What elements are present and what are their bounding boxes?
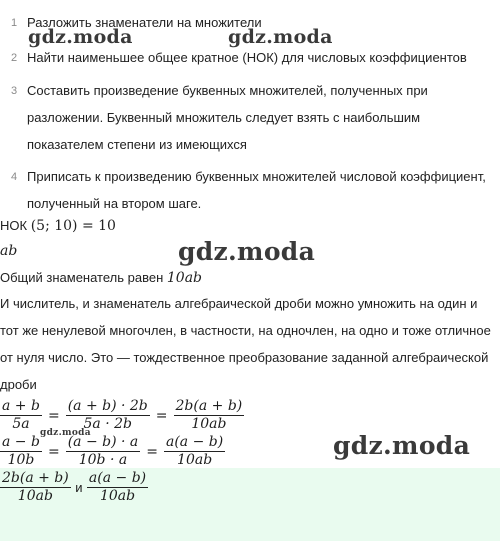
- fraction: $\frac{2b(a + b)}{10ab}$: [2, 470, 69, 504]
- step-number: 2: [11, 52, 18, 64]
- fraction: $\frac{a(a - b)}{10ab}$: [165, 434, 224, 468]
- common-denominator-value: 10ab: [166, 270, 203, 286]
- step-text: Найти наименьшее общее кратное (НОК) для числовых коэффициентов: [27, 50, 467, 65]
- fraction: $\frac{a(a - b)}{10ab}$: [88, 470, 147, 504]
- common-denominator-line: [0, 270, 202, 286]
- step-text: Составить произведение буквенных множителей, полученных при разложении. Буквенный множитель следует взять с наибольшим показателем степени из имеющихся: [27, 83, 428, 152]
- answer-line: [0, 470, 148, 505]
- nok-label: НОК: [0, 218, 28, 233]
- step-text: Приписать к произведению буквенных множителей числовой коэффициент, полученный на втором шаге.: [27, 169, 486, 211]
- watermark: gdz.moda: [178, 237, 316, 266]
- watermark: gdz.moda: [333, 431, 471, 460]
- common-denominator-text: Общий знаменатель равен: [0, 270, 164, 285]
- nok-expression: (5; 10) = 10: [30, 218, 116, 234]
- clipped-top-text: [0, 0, 500, 6]
- fraction: $\frac{a - b}{10b}$: [2, 434, 40, 468]
- step-text: Разложить знаменатели на множители: [27, 15, 262, 30]
- step-number: 1: [11, 17, 18, 29]
- explanation-paragraph: И числитель, и знаменатель алгебраической дроби можно умножить на один и тот же ненулевой многочлен, в частности, на одночлен, на одно и тоже отличное от нуля число. Это — тождественное преобразование заданной алгебраической дроби: [0, 296, 491, 392]
- fraction: $\frac{2b(a + b)}{10ab}$: [175, 398, 243, 432]
- nok-line: [0, 218, 116, 234]
- equation-1: $\frac{a + b}{5a}$ = $\frac{(a + b) \cdot 2b}{5a \cdot 2b}$ = $\frac{2b(a + b)}{10ab}$: [2, 398, 243, 432]
- fraction: $\frac{(a - b) \cdot a}{10b \cdot a}$: [67, 434, 139, 468]
- watermark-small: gdz.moda: [40, 428, 91, 438]
- watermark: gdz.moda: [228, 26, 333, 48]
- step-number: 3: [11, 85, 18, 97]
- fraction: $\frac{a + b}{5a}$: [2, 398, 40, 432]
- answer-conjunction: и: [75, 480, 83, 495]
- equation-2: $\frac{a - b}{10b}$ = $\frac{(a - b) \cdot a}{10b \cdot a}$ = $\frac{a(a - b)}{10ab}$: [2, 434, 224, 468]
- fraction: $\frac{(a + b) \cdot 2b}{5a \cdot 2b}$: [67, 398, 148, 432]
- watermark: gdz.moda: [28, 26, 133, 48]
- step-number: 4: [11, 171, 18, 183]
- letter-part: ab: [0, 243, 18, 259]
